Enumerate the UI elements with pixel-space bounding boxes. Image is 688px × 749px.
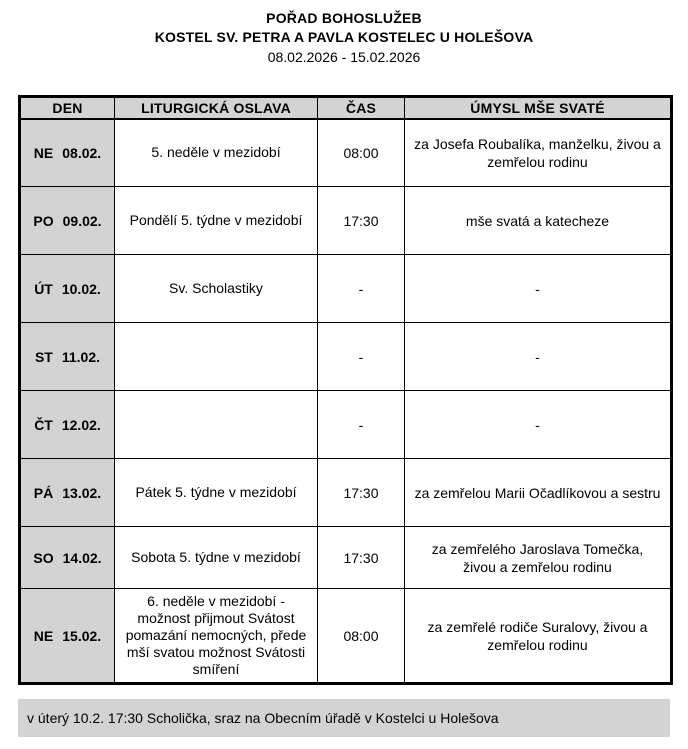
day-date: 11.02. [61,348,101,365]
day-date: 12.02. [61,416,101,433]
day-date: 08.02. [62,144,102,161]
table-row [20,459,672,527]
celebration-cell: Pondělí 5. týdne v mezidobí [115,187,318,255]
time-cell: 17:30 [318,527,405,589]
intention-cell: za Josefa Roubalíka, manželku, živou a zemřelou rodinu [405,119,672,187]
day-label [33,550,101,566]
day-label [34,145,101,161]
time-cell: - [318,391,405,459]
day-abbrev: ČT [34,416,53,433]
day-abbrev: ÚT [34,280,53,297]
day-date: 10.02. [61,280,101,297]
column-header-celebration: LITURGICKÁ OSLAVA [115,97,318,119]
celebration-cell: 6. neděle v mezidobí - možnost přijmout Svátost pomazání nemocných, přede mší svatou možnost Svátosti smíření [115,589,318,684]
day-cell [20,323,115,391]
column-header-day: DEN [20,97,115,119]
time-cell: 17:30 [318,459,405,527]
announcement-note: v úterý 10.2. 17:30 Scholička, sraz na Obecním úřadě v Kostelci u Holešova [18,699,670,737]
table-header-row [20,97,672,119]
time-cell: 17:30 [318,187,405,255]
day-label [34,281,101,297]
day-date: 09.02. [62,212,102,229]
column-header-time: ČAS [318,97,405,119]
day-label [34,485,101,501]
celebration-cell: Pátek 5. týdne v mezidobí [115,459,318,527]
celebration-cell: Sv. Scholastiky [115,255,318,323]
page-title: POŘAD BOHOSLUŽEB [266,10,422,26]
intention-cell: - [405,323,672,391]
time-cell: - [318,255,405,323]
intention-cell: za zemřelou Marii Očadlíkovou a sestru [405,459,672,527]
day-label [35,349,100,365]
intention-cell: za zemřelé rodiče Suralovy, živou a zemřelou rodinu [405,589,672,684]
day-date: 15.02. [62,627,102,644]
table-row [20,323,672,391]
column-header-intention: ÚMYSL MŠE SVATÉ [405,97,672,119]
document-header [0,0,688,67]
day-cell [20,589,115,684]
day-abbrev: SO [33,549,54,566]
day-cell [20,391,115,459]
celebration-cell: Sobota 5. týdne v mezidobí [115,527,318,589]
celebration-cell: 5. neděle v mezidobí [115,119,318,187]
table-row [20,187,672,255]
day-abbrev: ST [34,348,53,365]
time-cell: 08:00 [318,119,405,187]
date-range: 08.02.2026 - 15.02.2026 [267,49,421,65]
intention-cell: za zemřelého Jaroslava Tomečka, živou a zemřelou rodinu [405,527,672,589]
day-label [34,628,101,644]
table-row [20,119,672,187]
day-abbrev: PÁ [33,484,54,501]
intention-cell: - [405,391,672,459]
day-cell [20,119,115,187]
intention-cell: mše svatá a katecheze [405,187,672,255]
celebration-cell [115,391,318,459]
day-label [33,213,101,229]
day-cell [20,255,115,323]
day-abbrev: NE [33,627,54,644]
celebration-cell [115,323,318,391]
day-cell [20,187,115,255]
table-row [20,527,672,589]
day-cell [20,527,115,589]
day-cell [20,459,115,527]
table-row [20,391,672,459]
day-label [34,417,101,433]
day-abbrev: PO [33,212,54,229]
schedule-table [18,95,673,685]
day-date: 13.02. [62,484,102,501]
day-date: 14.02. [62,549,102,566]
time-cell: 08:00 [318,589,405,684]
time-cell: - [318,323,405,391]
page-subtitle: KOSTEL SV. PETRA A PAVLA KOSTELEC U HOLEŠOVA [154,29,534,45]
table-row [20,255,672,323]
day-abbrev: NE [33,144,54,161]
table-row [20,589,672,684]
intention-cell: - [405,255,672,323]
